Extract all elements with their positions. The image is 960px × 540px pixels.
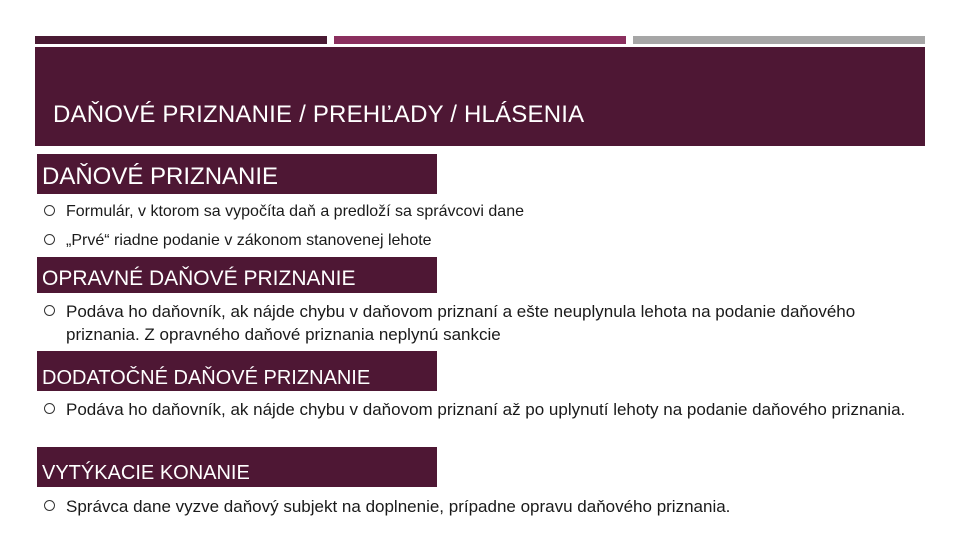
circle-bullet-icon: [44, 305, 55, 316]
title-band: [35, 47, 925, 146]
section-heading-vytykacie-konanie: VYTÝKACIE KONANIE: [37, 447, 437, 487]
circle-bullet-icon: [44, 234, 55, 245]
bullet-text: Formulár, v ktorom sa vypočíta daň a predloží sa správcovi dane: [66, 203, 524, 220]
accent-bar-gray: [633, 36, 925, 44]
list-item: [44, 398, 914, 421]
slide-title: DAŇOVÉ PRIZNANIE / PREHĽADY / HLÁSENIA: [53, 101, 585, 128]
accent-bar-magenta: [334, 36, 626, 44]
section-heading-danove-priznanie: DAŇOVÉ PRIZNANIE: [37, 154, 437, 194]
list-item: [44, 229, 744, 252]
list-item: [44, 200, 744, 223]
bullet-text: Podáva ho daňovník, ak nájde chybu v daňovom priznaní a ešte neuplynula lehota na podanie daňového priznania. Z opravného daňové priznania neplynú sankcie: [66, 302, 856, 344]
circle-bullet-icon: [44, 403, 55, 414]
section-heading-dodatocne: DODATOČNÉ DAŇOVÉ PRIZNANIE: [37, 351, 437, 391]
circle-bullet-icon: [44, 500, 55, 511]
list-item: [44, 495, 924, 518]
bullet-text: Správca dane vyzve daňový subjekt na doplnenie, prípadne opravu daňového priznania.: [66, 497, 731, 516]
list-item: [44, 300, 864, 346]
circle-bullet-icon: [44, 205, 55, 216]
accent-bar-dark: [35, 36, 327, 44]
section-heading-opravne: OPRAVNÉ DAŇOVÉ PRIZNANIE: [37, 257, 437, 293]
bullet-text: Podáva ho daňovník, ak nájde chybu v daňovom priznaní až po uplynutí lehoty na podanie daňového priznania.: [66, 400, 906, 419]
bullet-text: „Prvé“ riadne podanie v zákonom stanovenej lehote: [66, 232, 432, 249]
